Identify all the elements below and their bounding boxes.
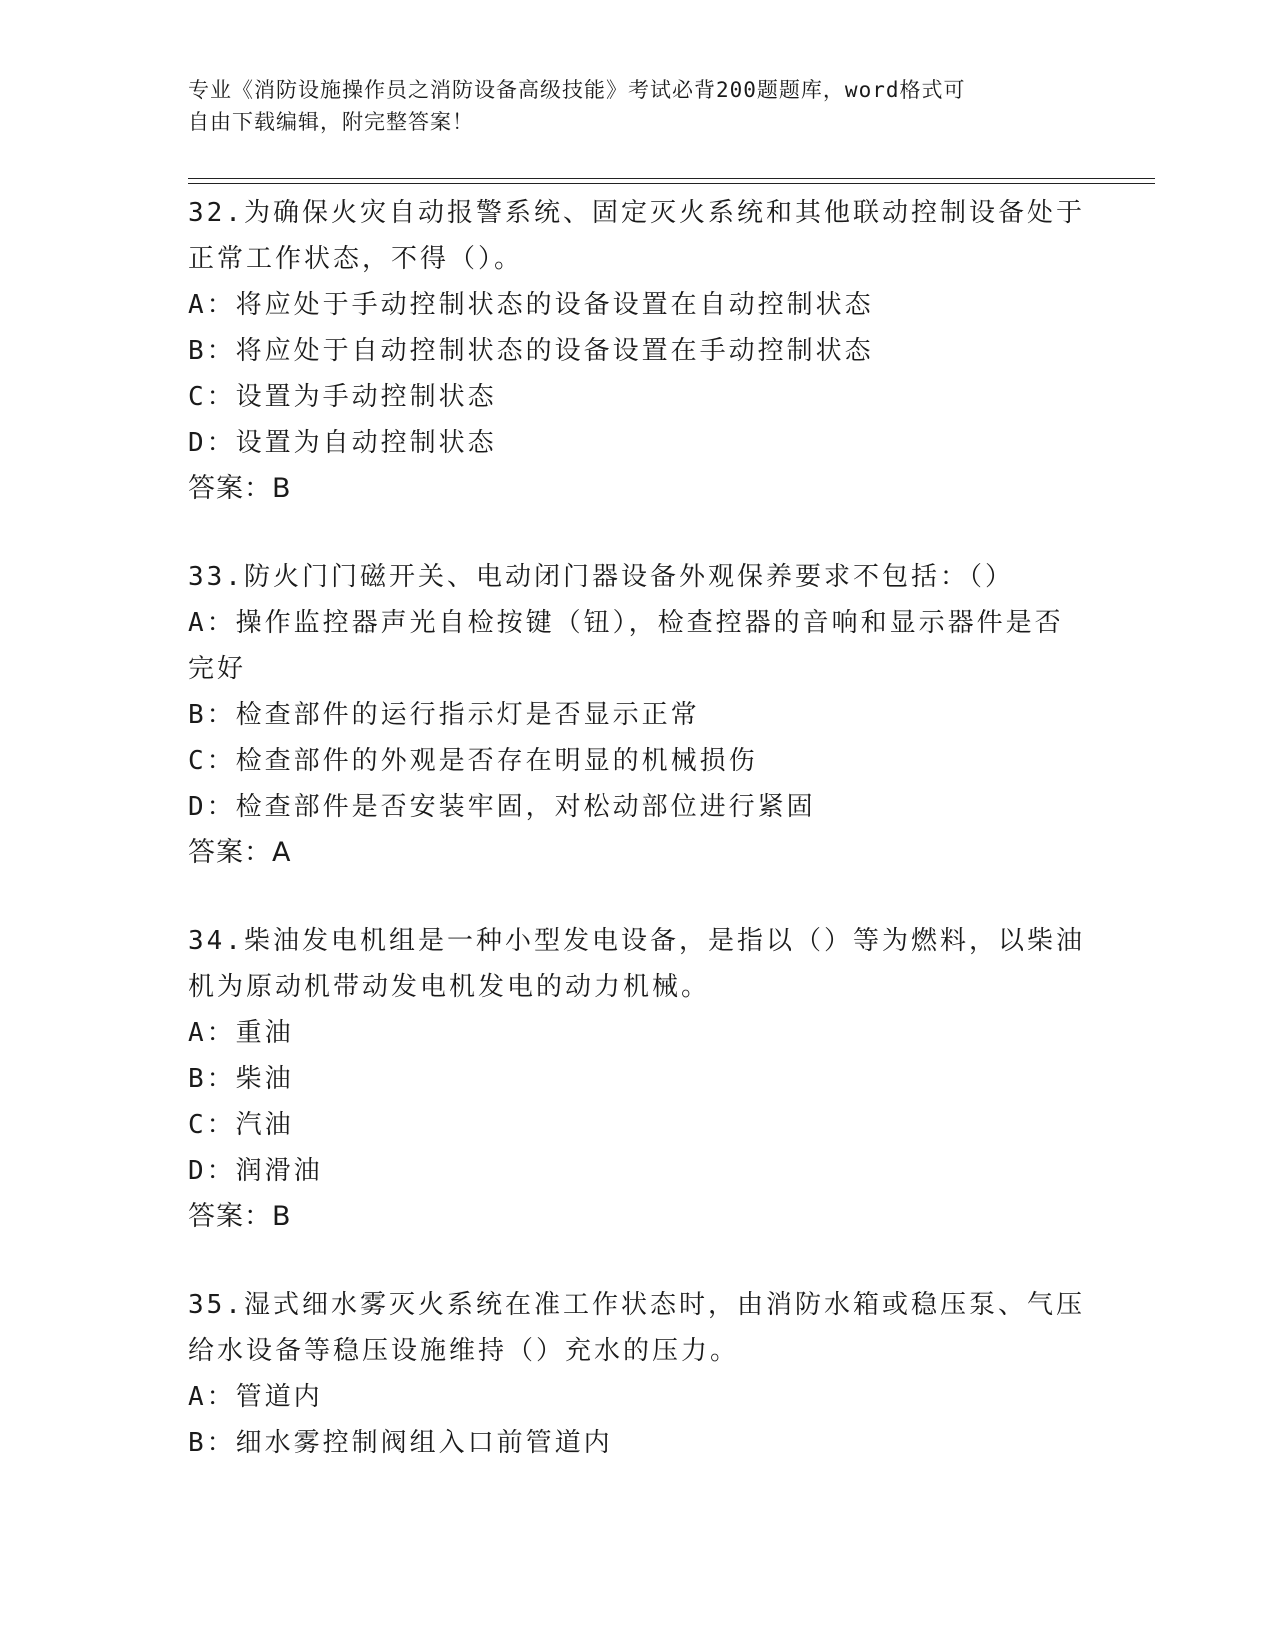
option-a: A：重油 <box>188 1018 294 1048</box>
option-d: D：检查部件是否安装牢固，对松动部位进行紧固 <box>188 792 816 822</box>
option-b: B：将应处于自动控制状态的设备设置在手动控制状态 <box>188 336 874 366</box>
option-c: C：汽油 <box>188 1110 294 1140</box>
question-stem: 32.为确保火灾自动报警系统、固定灭火系统和其他联动控制设备处于正常工作状态，不得（）。 <box>188 198 1085 274</box>
question-stem: 34.柴油发电机组是一种小型发电设备，是指以（）等为燃料，以柴油机为原动机带动发电机发电的动力机械。 <box>188 926 1085 1002</box>
option-a: A：管道内 <box>188 1382 323 1412</box>
option-a: A：操作监控器声光自检按键（钮），检查控器的音响和显示器件是否完好 <box>188 608 1064 684</box>
header-divider-top <box>188 178 1155 179</box>
option-a: A：将应处于手动控制状态的设备设置在自动控制状态 <box>188 290 874 320</box>
header-line-1: 专业《消防设施操作员之消防设备高级技能》考试必背200题题库，word格式可 <box>188 78 966 102</box>
answer-line: 答案：A <box>188 837 292 868</box>
option-b: B：检查部件的运行指示灯是否显示正常 <box>188 700 700 730</box>
header-divider-bottom <box>188 183 1155 184</box>
answer-line: 答案：B <box>188 1201 292 1232</box>
option-b: B：柴油 <box>188 1064 294 1094</box>
question-list <box>188 190 1088 1508</box>
question-stem: 33.防火门门磁开关、电动闭门器设备外观保养要求不包括：（） <box>188 562 1014 592</box>
option-b: B：细水雾控制阀组入口前管道内 <box>188 1428 613 1458</box>
question-stem: 35.湿式细水雾灭火系统在准工作状态时，由消防水箱或稳压泵、气压给水设备等稳压设施维持（）充水的压力。 <box>188 1290 1085 1366</box>
answer-line: 答案：B <box>188 473 292 504</box>
option-c: C：设置为手动控制状态 <box>188 382 497 412</box>
question-33 <box>188 554 1088 876</box>
header-line-2: 自由下载编辑，附完整答案！ <box>188 110 474 134</box>
option-c: C：检查部件的外观是否存在明显的机械损伤 <box>188 746 758 776</box>
question-32 <box>188 190 1088 512</box>
question-34 <box>188 918 1088 1240</box>
option-d: D：润滑油 <box>188 1156 323 1186</box>
question-35 <box>188 1282 1088 1466</box>
document-header <box>188 74 1068 138</box>
option-d: D：设置为自动控制状态 <box>188 428 497 458</box>
